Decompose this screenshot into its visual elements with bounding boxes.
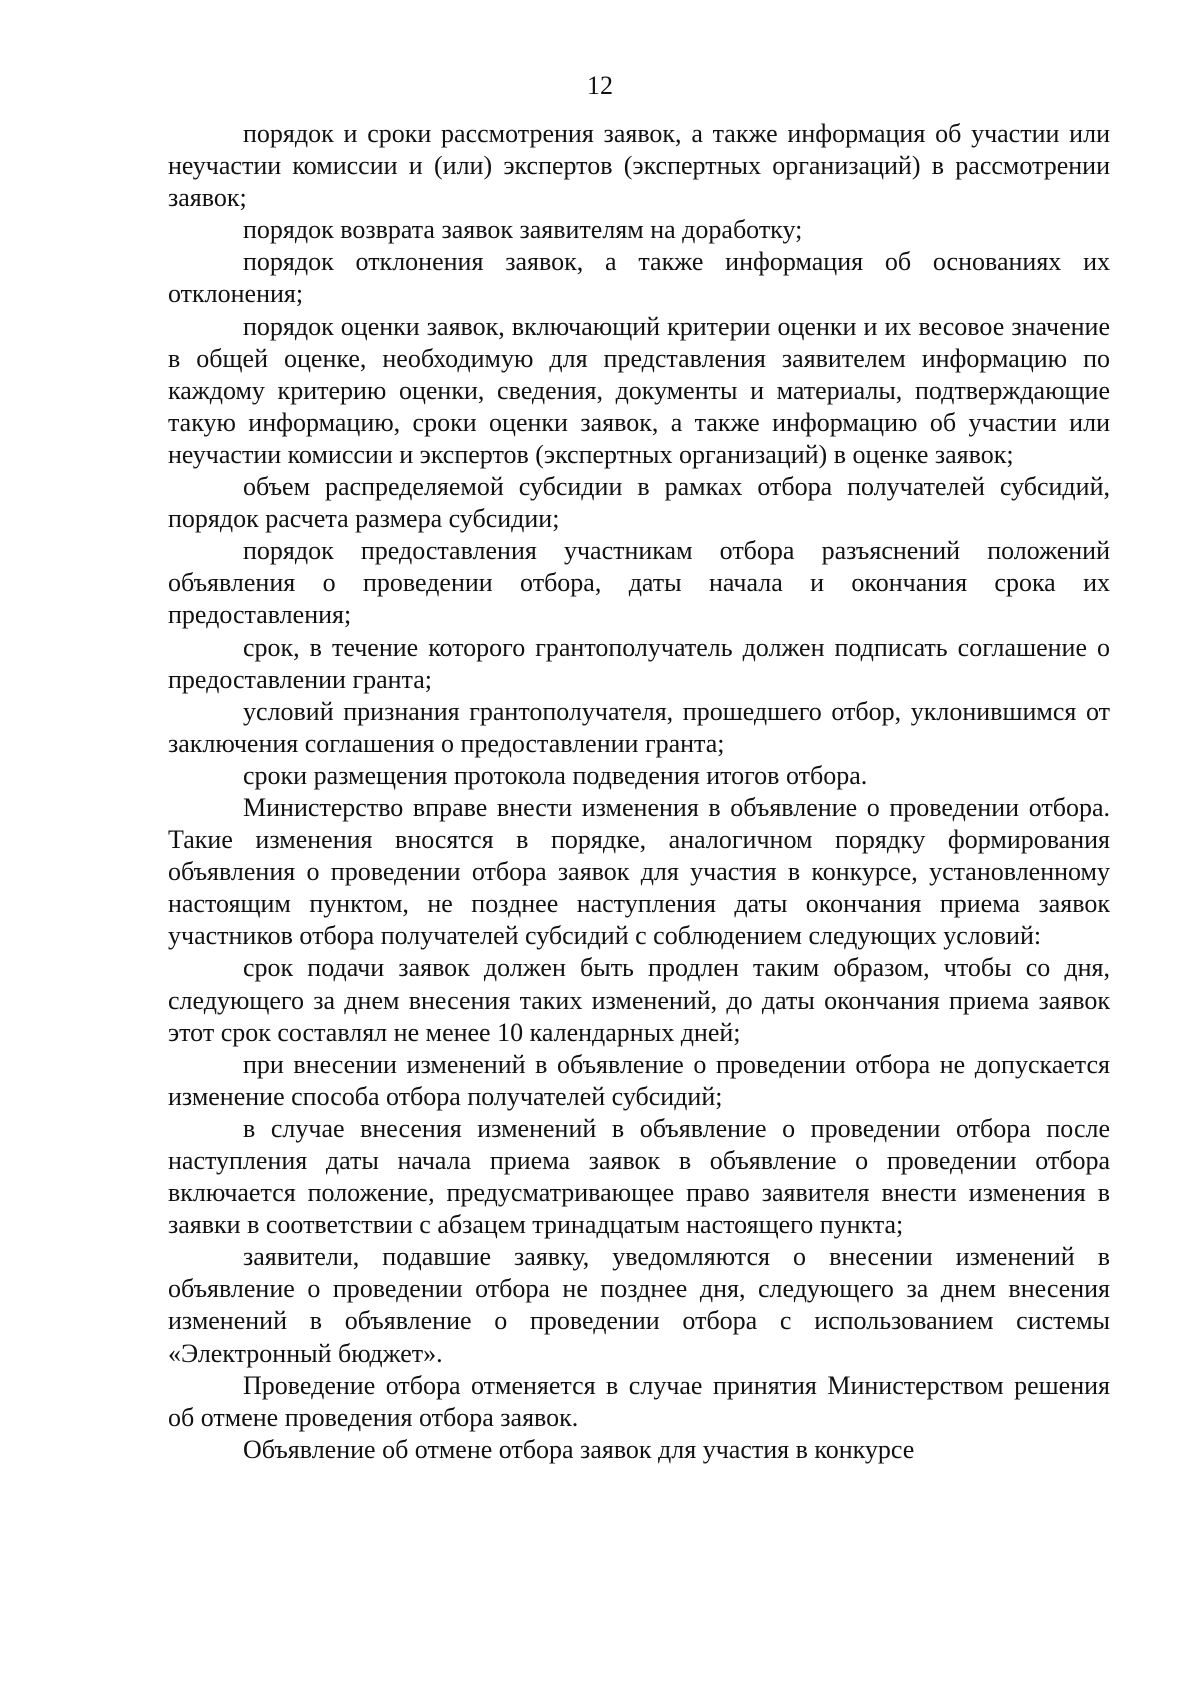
paragraph: сроки размещения протокола подведения итогов отбора.: [243, 760, 868, 790]
paragraph: Объявление об отмене отбора заявок для участия в конкурсе: [243, 1434, 915, 1464]
paragraph: срок подачи заявок должен быть продлен таким образом, чтобы со дня, следующего за днем внесения таких изменений, до даты окончания приема заявок этот срок составлял не менее 10 календарных дней;: [168, 953, 1110, 1047]
paragraph: условий признания грантополучателя, прошедшего отбор, уклонившимся от заключения соглашения о предоставлении гранта;: [168, 696, 1110, 758]
paragraph: в случае внесения изменений в объявление о проведении отбора после наступления даты начала приема заявок в объявление о проведении отбора включается положение, предусматривающее право заявителя внести изменения в заявки в соответствии с абзацем тринадцатым настоящего пункта;: [168, 1113, 1110, 1240]
page-number: 12: [587, 71, 613, 100]
paragraph: объем распределяемой субсидии в рамках отбора получателей субсидий, порядок расчета размера субсидии;: [168, 472, 1110, 534]
paragraph: заявители, подавшие заявку, уведомляются о внесении изменений в объявление о проведении отбора не позднее дня, следующего за днем внесения изменений в объявление о проведении отбора с использованием системы «Электронный бюджет».: [168, 1242, 1110, 1368]
paragraph: Проведение отбора отменяется в случае принятия Министерством решения об отмене проведения отбора заявок.: [168, 1370, 1110, 1432]
paragraph: порядок предоставления участникам отбора разъяснений положений объявления о проведении отбора, даты начала и окончания срока их предоставления;: [168, 536, 1110, 630]
paragraph: срок, в течение которого грантополучатель должен подписать соглашение о предоставлении гранта;: [168, 632, 1110, 694]
paragraph: Министерство вправе внести изменения в объявление о проведении отбора. Такие изменения вносятся в порядке, аналогичном порядку формирования объявления о проведении отбора заявок для участия в конкурсе, установленному настоящим пунктом, не позднее наступления даты окончания приема заявок участников отбора получателей субсидий с соблюдением следующих условий:: [168, 792, 1110, 951]
paragraph: порядок оценки заявок, включающий критерии оценки и их весовое значение в общей оценке, необходимую для представления заявителем информацию по каждому критерию оценки, сведения, документы и материалы, подтверждающие такую информацию, сроки оценки заявок, а также информацию об участии или неучастии комиссии и экспертов (экспертных организаций) в оценке заявок;: [168, 311, 1110, 469]
document-body: [168, 118, 1110, 1466]
paragraph: при внесении изменений в объявление о проведении отбора не допускается изменение способа отбора получателей субсидий;: [168, 1049, 1110, 1111]
paragraph: порядок отклонения заявок, а также информация об основаниях их отклонения;: [168, 247, 1110, 309]
paragraph: порядок и сроки рассмотрения заявок, а также информация об участии или неучастии комиссии и (или) экспертов (экспертных организаций) в рассмотрении заявок;: [168, 119, 1110, 213]
paragraph: порядок возврата заявок заявителям на доработку;: [243, 215, 803, 245]
